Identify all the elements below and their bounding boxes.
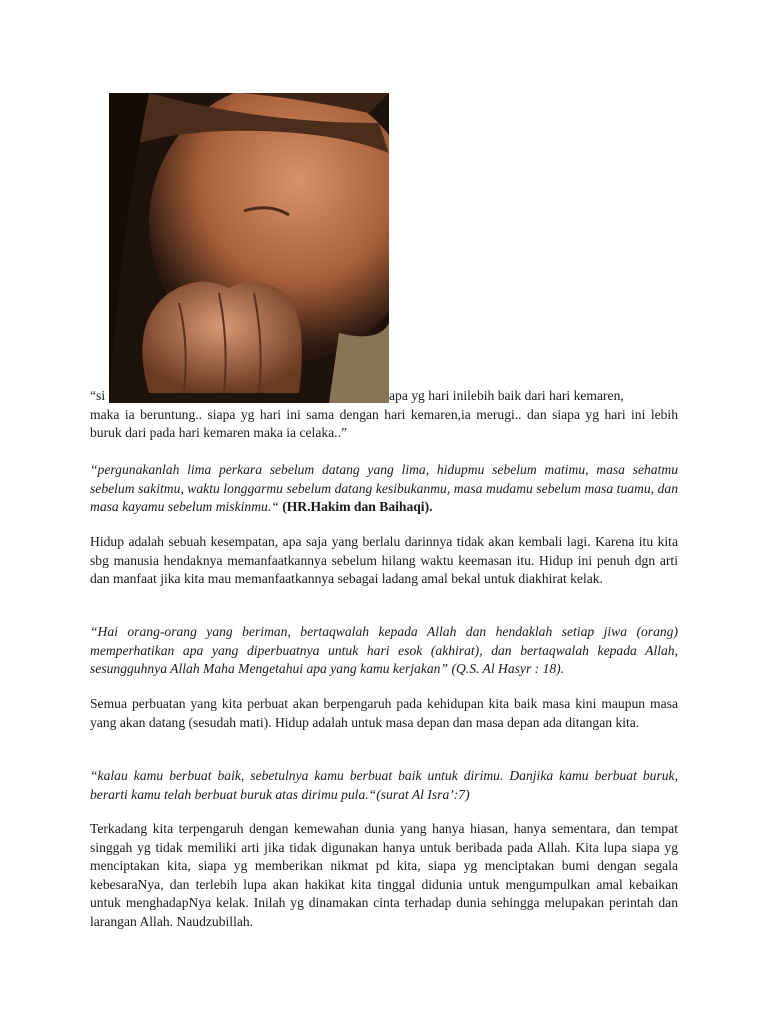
quran-quote-al-isra	[90, 767, 678, 804]
hadith-quote	[90, 461, 678, 517]
praying-child-photo	[109, 93, 389, 403]
intro-opening-quote: “si	[90, 388, 106, 403]
praying-child-icon	[109, 93, 389, 403]
paragraph-hidup: Hidup adalah sebuah kesempatan, apa saja yang berlalu darinnya tidak akan kembali lagi. Karena itu kita sbg manusia hendaknya memanfaatkannya sebelum hilang waktu keemasan itu. Hidup ini penuh dgn arti dan manfaat jika kita mau memanfaatkannya sebagai ladang amal bekal untuk diakhirat kelak.	[90, 534, 678, 586]
quran-quote-al-hasyr	[90, 623, 678, 679]
hadith-source: (HR.Hakim dan Baihaqi).	[282, 499, 433, 514]
intro-first-line: apa yg hari inilebih baik dari hari kemaren,	[389, 388, 624, 403]
paragraph-dunia: Terkadang kita terpengaruh dengan kemewahan dunia yang hanya hiasan, hanya sementara, dan tempat singgah yg tidak memiliki arti jika tidak digunakan hanya untuk beribada pada Allah. Kita lupa siapa yg menciptakan kita, siapa yg memberikan nikmat pd kita, siapa yg menciptakan bumi dengan segala kebesaraNya, dan terlebih lupa akan hakikat kita tinggal didunia untuk mengumpulkan amal kebaikan untuk menghadapNya kelak. Inilah yg dinamakan cinta terhadap dunia sehingga melupakan perintah dan larangan Allah. Naudzubillah.	[90, 821, 678, 929]
quran-al-isra-text: “kalau kamu berbuat baik, sebetulnya kamu berbuat baik untuk dirimu. Danjika kamu berbuat buruk, berarti kamu telah berbuat buruk atas dirimu pula.“	[90, 768, 678, 802]
quran-al-hasyr-source: (Q.S. Al Hasyr : 18).	[451, 661, 565, 676]
paragraph-perbuatan: Semua perbuatan yang kita perbuat akan berpengaruh pada kehidupan kita baik masa kini maupun masa yang akan datang (sesudah mati). Hidup adalah untuk masa depan dan masa depan ada ditangan kita.	[90, 696, 678, 730]
quran-al-isra-source: (surat Al Isra’:7)	[376, 786, 470, 802]
hadith-text: “pergunakanlah lima perkara sebelum datang yang lima, hidupmu sebelum matimu, masa sehatmu sebelum sakitmu, waktu longgarmu sebelum datang kesibukanmu, masa mudamu sebelum masa tuamu, dan masa kayamu sebelum miskinmu.“	[90, 462, 678, 514]
intro-paragraph: maka ia beruntung.. siapa yg hari ini sama dengan hari kemaren,ia merugi.. dan siapa yg hari ini lebih buruk dari pada hari kemaren maka ia celaka..”	[90, 406, 678, 440]
quran-al-hasyr-text: “Hai orang-orang yang beriman, bertaqwalah kepada Allah dan hendaklah setiap jiwa (orang) memperhatikan apa yang diperbuatnya untuk hari esok (akhirat), dan bertaqwalah kepada Allah, sesungguhnya Allah Maha Mengetahui apa yang kamu kerjakan”	[90, 624, 678, 676]
